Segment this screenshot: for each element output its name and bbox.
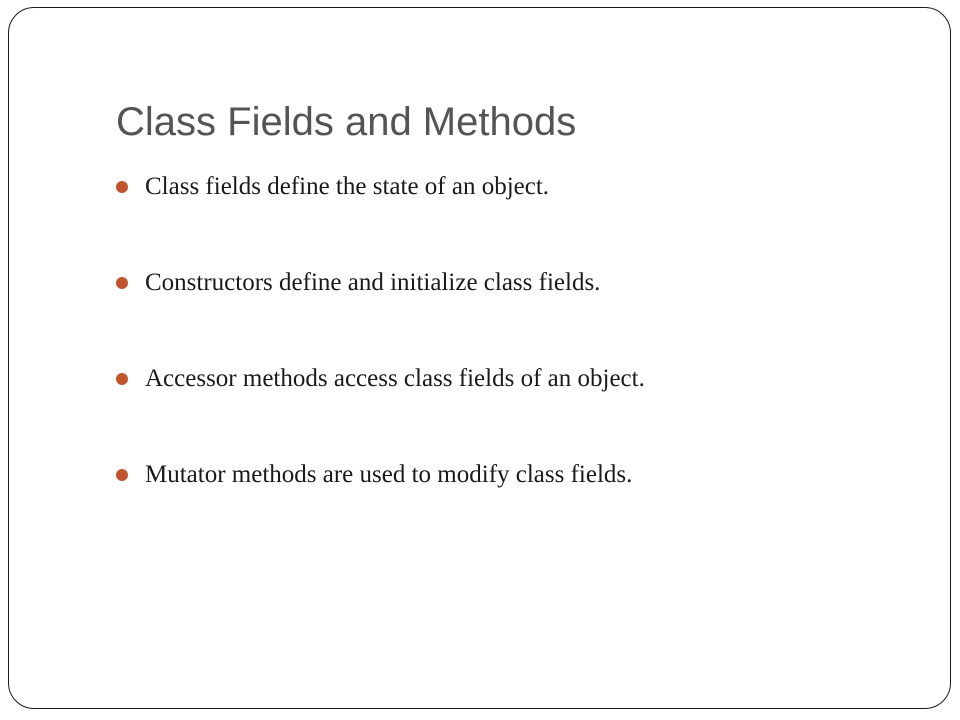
bullet-item [114,457,645,553]
slide-title: Class Fields and Methods [116,100,577,144]
bullet-text: Accessor methods access class fields of an object. [145,365,645,392]
bullet-text: Mutator methods are used to modify class fields. [145,461,633,488]
bullet-dot-icon [116,373,128,385]
bullet-dot-icon [116,277,128,289]
bullet-item [114,265,645,361]
bullet-text: Class fields define the state of an object. [145,173,550,200]
bullet-text: Constructors define and initialize class fields. [145,269,601,296]
bullet-dot-icon [116,469,128,481]
bullet-item [114,361,645,457]
bullet-list [114,169,645,553]
bullet-dot-icon [116,181,128,193]
slide-frame [8,7,951,709]
bullet-item [114,169,645,265]
